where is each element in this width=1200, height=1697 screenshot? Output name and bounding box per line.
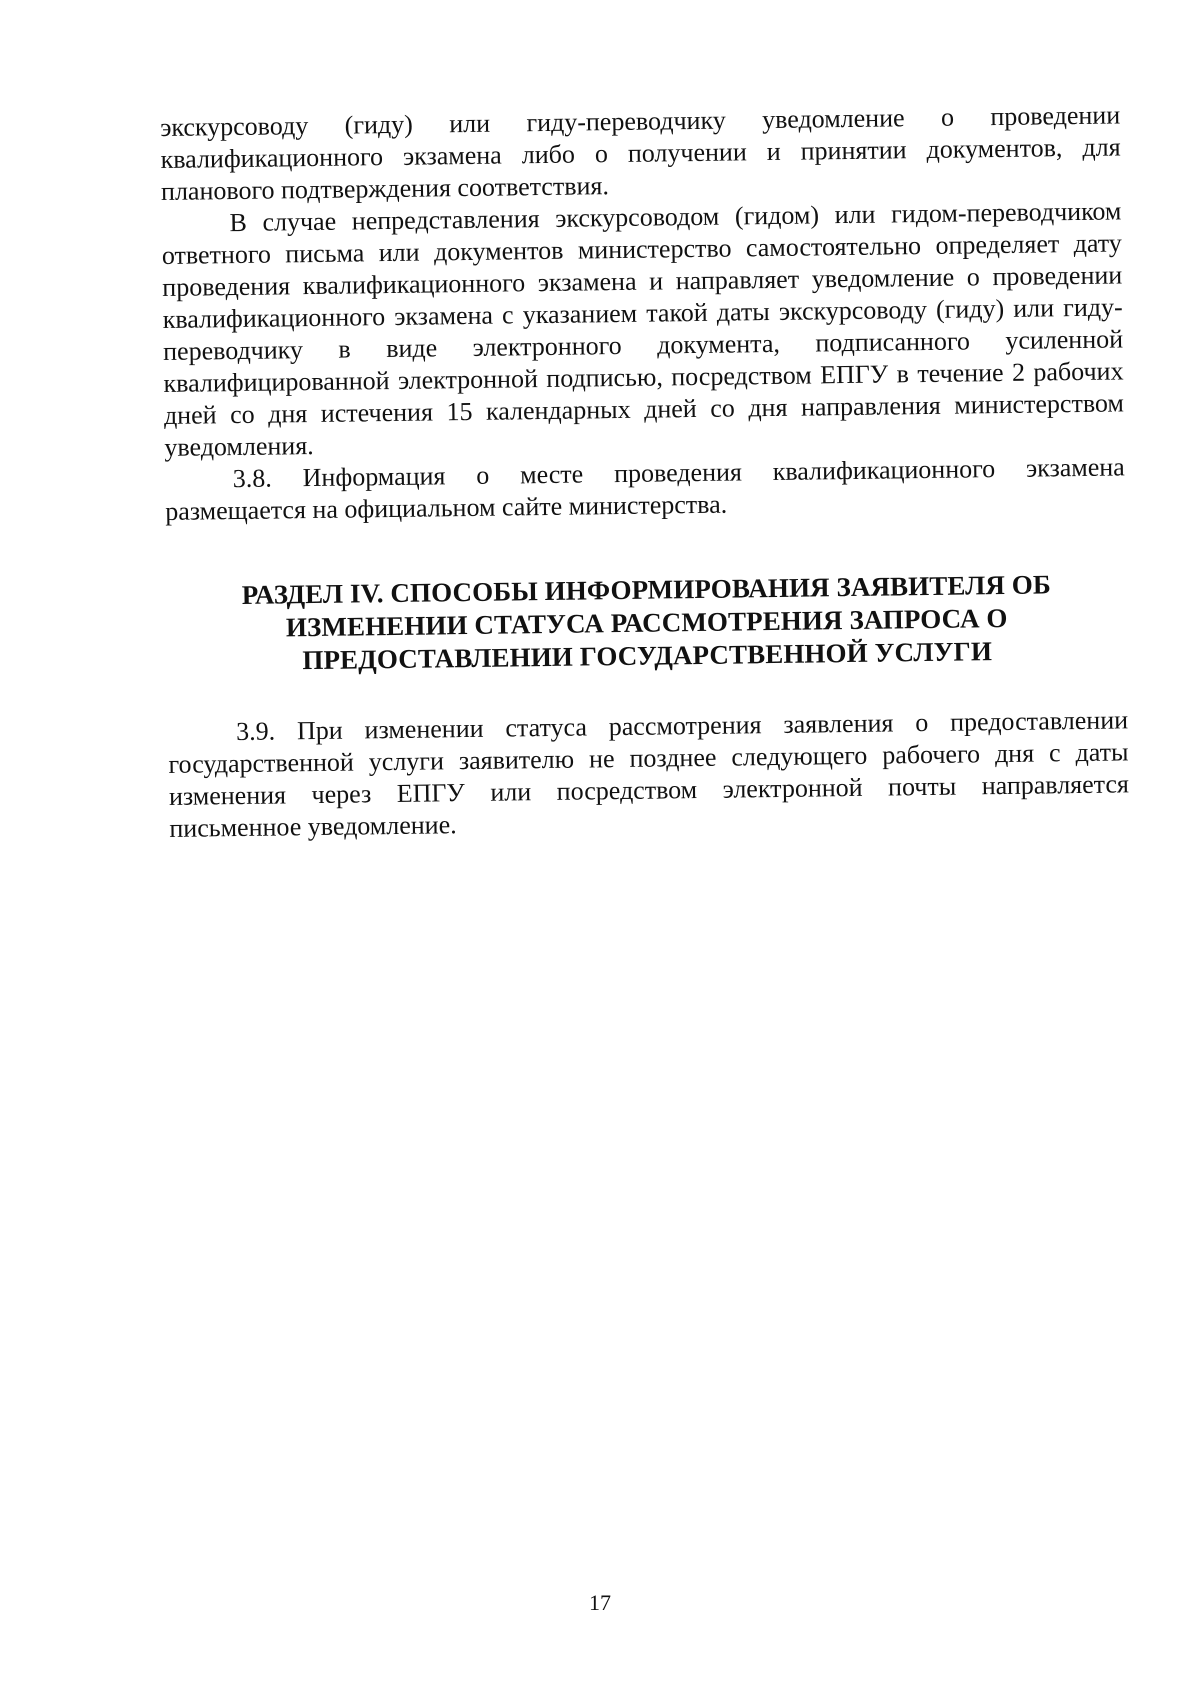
document-body <box>160 99 1130 845</box>
paragraph-continuation: экскурсоводу (гиду) или гиду-переводчику уведомление о проведении квалификационного экзамена либо о получении и принятии документов, для планового подтверждения соответствия. <box>160 100 1121 206</box>
section-heading-line-2: ИЗМЕНЕНИИ СТАТУСА РАССМОТРЕНИЯ ЗАПРОСА О <box>285 602 1008 643</box>
paragraph-nonsubmission: В случае непредставления экскурсоводом (гидом) или гидом-переводчиком ответного письма или документов министерство самостоятельно определяет дату проведения квалификационного экзамена и направляет уведомление о проведении квалификационного экзамена с указанием такой даты экскурсоводу (гиду) или гиду-переводчику в виде электронного документа, подписанного усиленной квалифицированной электронной подписью, посредством ЕПГУ в течение 2 рабочих дней со дня истечения 15 календарных дней со дня направления министерством уведомления. <box>161 196 1125 462</box>
section-heading-line-1: РАЗДЕЛ IV. СПОСОБЫ ИНФОРМИРОВАНИЯ ЗАЯВИТЕЛЯ ОБ <box>241 569 1052 610</box>
section-heading <box>166 567 1127 679</box>
paragraph-3-9: 3.9. При изменении статуса рассмотрения заявления о предоставлении государственной услуги заявителю не позднее следующего рабочего дня с даты изменения через ЕПГУ или посредством электронной почты направляется письменное уведомление. <box>168 705 1130 843</box>
section-heading-line-3: ПРЕДОСТАВЛЕНИИ ГОСУДАРСТВЕННОЙ УСЛУГИ <box>302 636 993 676</box>
page-number: 17 <box>589 1590 611 1615</box>
paragraph-3-8: 3.8. Информация о месте проведения квалификационного экзамена размещается на официальном сайте министерства. <box>165 452 1125 526</box>
